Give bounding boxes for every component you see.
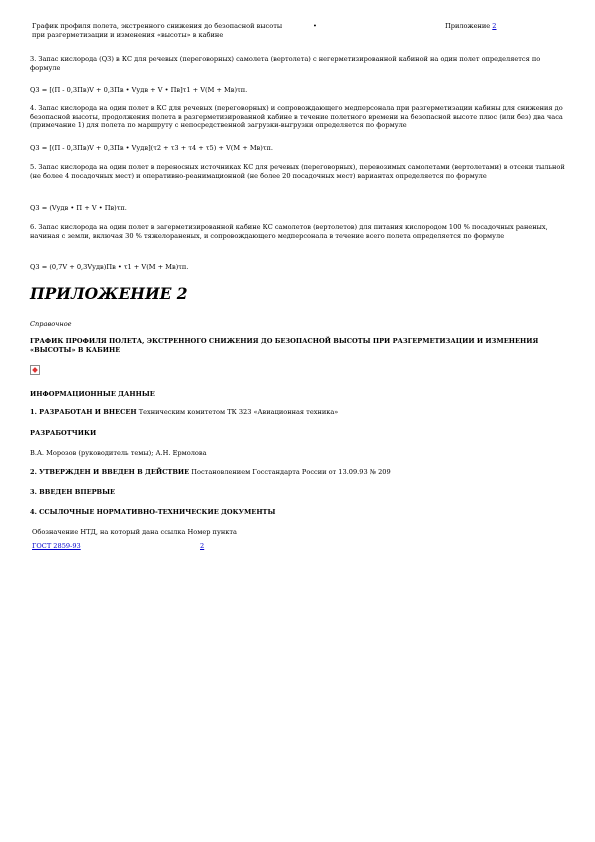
formula-4: Q3 = [(П - 0,3Пв)V + 0,3Пв • Vудв](τ2 + τ3 + τ4 + τ5) + V(M + Мв)τп. <box>30 144 274 152</box>
paragraph-4: 4. Запас кислорода на один полет в КС для речевых (переговорных) и сопровождающего медперсонала при разгерметизации кабины для снижения до безопасной высоты, продолжения полета в разгерметизированной кабине в течение полетного времени на безопасной высоте плюс (или без) два часа (примечание 1) для полета по маршруту с непосредственной загрузки-выгрузки определяется по формуле <box>30 104 563 130</box>
info-item-4: 4. ССЫЛОЧНЫЕ НОРМАТИВНО-ТЕХНИЧЕСКИЕ ДОКУМЕНТЫ <box>30 508 276 516</box>
ref-item-link[interactable]: 2 <box>200 542 205 550</box>
appendix-link[interactable]: 2 <box>492 22 497 30</box>
info-item-2 <box>30 468 570 477</box>
header-bullet: • <box>313 22 317 30</box>
ref-doc-link[interactable]: ГОСТ 2859-93 <box>32 542 81 550</box>
appendix-title: ПРИЛОЖЕНИЕ 2 <box>30 284 188 303</box>
info-item-2-text: Постановлением Госстандарта России от 13.09.93 № 209 <box>189 468 391 476</box>
info-item-1-label: 1. РАЗРАБОТАН И ВНЕСЕН <box>30 408 137 416</box>
formula-6: Q3 = (0,7V + 0,3Vудв)Пв • τ1 + V(M + Мв)τп. <box>30 263 189 271</box>
table-row <box>32 542 232 552</box>
appendix-ref <box>445 22 497 31</box>
header-title-line2: при разгерметизации и изменения «высоты» в кабине <box>32 30 224 39</box>
header-title-line1: График профиля полета, экстренного снижения до безопасной высоты <box>32 22 283 30</box>
paragraph-6: 6. Запас кислорода на один полет в загерметизированной кабине КС самолетов (вертолетов) для питания кислородом 100 % посадочных раненых, начиная с земли, включая 30 % тяжелораненых, и сопровождающего медперсонала в течение всего полета определяется по формуле <box>30 223 548 240</box>
appendix-label: Приложение <box>445 22 491 30</box>
broken-image-icon[interactable] <box>30 365 40 375</box>
formula-3: Q3 = [(П - 0,3Пв)V + 0,3Пв • Vудв + V • Пв]τ1 + V(M + Мв)τп. <box>30 86 248 94</box>
paragraph-3: 3. Запас кислорода (Q3) в КС для речевых (переговорных) самолета (вертолета) с негерметизированной кабиной на один полет определяется по формуле <box>30 55 541 72</box>
info-item-1 <box>30 408 570 417</box>
developers-heading: РАЗРАБОТЧИКИ <box>30 429 97 437</box>
info-item-2-label: 2. УТВЕРЖДЕН И ВВЕДЕН В ДЕЙСТВИЕ <box>30 468 190 476</box>
info-heading: ИНФОРМАЦИОННЫЕ ДАННЫЕ <box>30 390 155 398</box>
info-item-1-text: Техническим комитетом ТК 323 «Авиационная техника» <box>136 408 339 416</box>
paragraph-5: 5. Запас кислорода на один полет в переносных источниках КС для речевых (переговорных), перевозимых самолетами (вертолетами) в отсеки тыльной (не более 4 посадочных мест) и оперативно-реанимационной (не более 20 посадочных мест) вариантах определяется по формуле <box>30 163 565 180</box>
reference-note: Справочное <box>30 320 72 328</box>
formula-5: Q3 = (Vудв • П + V • Пв)τп. <box>30 204 127 212</box>
graph-title: ГРАФИК ПРОФИЛЯ ПОЛЕТА, ЭКСТРЕННОГО СНИЖЕНИЯ ДО БЕЗОПАСНОЙ ВЫСОТЫ ПРИ РАЗГЕРМЕТИЗАЦИИ И ИЗМЕНЕНИЯ «ВЫСОТЫ» В КАБИНЕ <box>30 337 539 354</box>
ref-table-header: Обозначение НТД, на который дана ссылка Номер пункта <box>32 528 237 536</box>
info-item-3: 3. ВВЕДЕН ВПЕРВЫЕ <box>30 488 116 496</box>
developers-list: В.А. Морозов (руководитель темы); А.Н. Ермолова <box>30 449 207 457</box>
